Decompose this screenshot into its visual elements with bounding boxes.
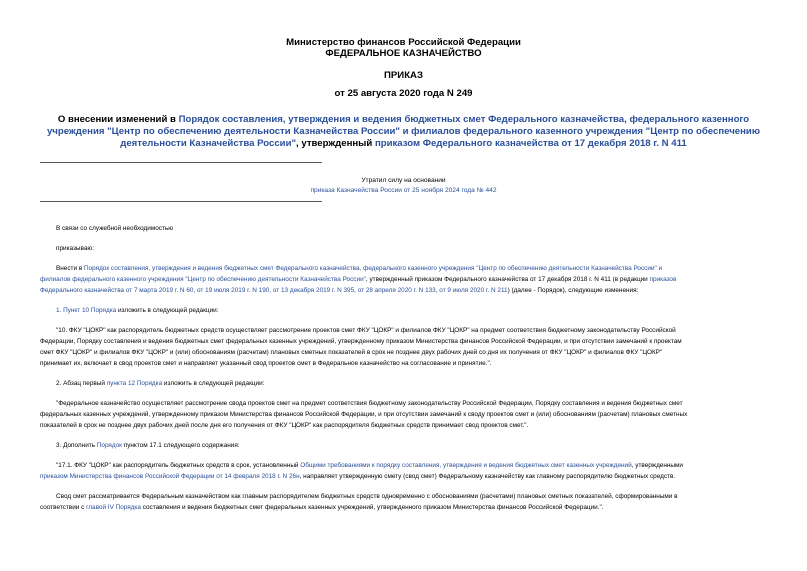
quote-1-line-1: "10. ФКУ "ЦОКР" как распорядитель бюджетных средств осуществляет рассмотрение проектов смет ФКУ "ЦОКР" и филиалов ФКУ "ЦОКР" на предмет соответствия бюджетному законодательству Российской (56, 327, 676, 334)
title-link-order[interactable]: приказом Федерального казначейства от 17 декабря 2018 г. N 411 (374, 138, 687, 149)
item-3: 3. Дополнить Порядок пунктом 17.1 следующего содержания: (56, 442, 240, 449)
paragraph-intro-line-1: Внести в Порядок составления, утверждения и ведения бюджетных смет Федерального казначейства, федерального казенного учреждения "Центр по обеспечению деятельности Казначейства России" и (56, 265, 663, 272)
annulment-text: Утратил силу на основании (361, 177, 446, 184)
doc-date-number: от 25 августа 2020 года N 249 (334, 88, 473, 99)
paragraph-reason: В связи со служебной необходимостью (56, 225, 174, 232)
quote-3-line-1: "17.1. ФКУ "ЦОКР" как распорядитель бюджетных средств в срок, установленный Общими требованиями к порядку составления, утверждения и ведения бюджетных смет казенных учреждений, утвержденными (56, 462, 683, 469)
annulment-link[interactable]: приказа Казначейства России от 25 ноября 2024 года № 442 (310, 187, 497, 194)
title-text-2: , утвержденный (296, 138, 375, 149)
link-orders[interactable]: приказов (649, 276, 677, 283)
item-2: 2. Абзац первый пункта 12 Порядка изложить в следующей редакции: (56, 380, 265, 387)
quote-1-line-4: принимает их, включает в свод проектов смет и направляет указанный свод проектов смет в Федеральное казначейство на согласование и принятие.". (40, 360, 492, 367)
link-procedure-cont[interactable]: филиалов федерального казенного учреждения "Центр по обеспечению деятельности Казначейства России" (40, 276, 366, 283)
paragraph-order: приказываю: (56, 245, 94, 252)
link-minfin-order[interactable]: приказом Министерства финансов Российской Федерации от 14 февраля 2018 г. N 26н (40, 473, 300, 480)
quote-2-line-2: федеральных казенных учреждений, утвержденному приказом Министерства финансов Российской Федерации, и при отсутствии замечаний к своду проектов смет и (или) обоснованиям (расчетам) плановых сметных (40, 411, 688, 418)
link-chapter-4[interactable]: главой IV Порядка (86, 504, 141, 511)
quote-4-line-1: Свод смет рассматривается Федеральным казначейством как главным распорядителем бюджетных средств одновременно с обоснованиями (расчетами) плановых сметных показателей, сформированными в (56, 493, 678, 500)
quote-2-line-3: показателей в срок не позднее двух рабочих дней после дня его получения от ФКУ "ЦОКР" как распорядителя бюджетных средств принимает свод проектов смет.". (40, 422, 529, 429)
item-1: 1. Пункт 10 Порядка изложить в следующей редакции: (56, 307, 219, 314)
ministry-name: Министерство финансов Российской Федерации (286, 37, 521, 48)
quote-1-line-3: смет ФКУ "ЦОКР" и филиалов ФКУ "ЦОКР" и (или) обоснованиям (расчетам) плановых сметных показателей в срок не позднее двух рабочих дней со дня их получения от ФКУ "ЦОКР" и филиалов ФКУ "ЦОКР" (40, 349, 663, 356)
title-link-procedure[interactable]: Порядок составления, утверждения и ведения бюджетных смет Федерального казначейства, федерального казенного учреждения "Центр по обеспечению деятельности Казначейства России" и филиалов федерального казенного учреждения "Центр по обеспечению деятельности Казначейства России" (46, 114, 761, 149)
document-title (40, 114, 767, 150)
title-text-1: О внесении изменений в (57, 114, 179, 125)
paragraph-intro-line-2: филиалов федерального казенного учреждения "Центр по обеспечению деятельности Казначейства России", утвержденный приказом Федерального казначейства от 17 декабря 2018 г. N 411 (в редакции приказов (40, 276, 677, 283)
link-procedure[interactable]: Порядок составления, утверждения и ведения бюджетных смет Федерального казначейства, федерального казенного учреждения "Центр по обеспечению деятельности Казначейства России" и (83, 265, 663, 272)
divider-bottom (40, 201, 322, 202)
quote-4-line-2: соответствии с главой IV Порядка составления и ведения бюджетных смет федеральных казенных учреждений, утвержденного приказом Министерства финансов Российской Федерации.". (40, 504, 604, 511)
divider-top (40, 162, 322, 163)
quote-3-line-2: приказом Министерства финансов Российской Федерации от 14 февраля 2018 г. N 26н, направляет утвержденную смету (свод смет) Федеральному казначейству как главному распорядителю бюджетных средств. (40, 473, 676, 480)
quote-1-line-2: Федерации, Порядку составления и ведения бюджетных смет федеральных казенных учреждений, утвержденному приказом Министерства финансов Российской Федерации, и при отсутствии замечаний к проектам (40, 338, 682, 345)
link-item-10[interactable]: 1. Пункт 10 Порядка (56, 307, 117, 314)
link-procedure-item3[interactable]: Порядок (96, 442, 122, 449)
quote-2-line-1: "Федеральное казначейство осуществляет рассмотрение свода проектов смет на предмет соответствия бюджетному законодательству Российской Федерации, Порядку составления и ведения бюджетных смет (56, 400, 683, 407)
doc-type: ПРИКАЗ (384, 70, 423, 81)
treasury-name: ФЕДЕРАЛЬНОЕ КАЗНАЧЕЙСТВО (325, 48, 482, 59)
annulment-link-wrap (0, 186, 807, 195)
paragraph-intro-line-3: Федерального казначейства от 7 марта 2019 г. N 60, от 19 июля 2019 г. N 190, от 13 декабря 2019 г. N 395, от 28 апреля 2020 г. N 133, от 9 июля 2020 г. N 211) (далее - Порядок), следующие изменения: (40, 287, 639, 294)
link-order-dates[interactable]: Федерального казначейства от 7 марта 2019 г. N 60, от 19 июля 2019 г. N 190, от 13 декабря 2019 г. N 395, от 28 апреля 2020 г. N 133, от 9 июля 2020 г. N 211 (40, 287, 508, 294)
link-general-requirements[interactable]: Общими требованиями к порядку составления, утверждения и ведения бюджетных смет казенных учреждений (300, 462, 632, 469)
link-item-12[interactable]: пункта 12 Порядка (106, 380, 163, 387)
